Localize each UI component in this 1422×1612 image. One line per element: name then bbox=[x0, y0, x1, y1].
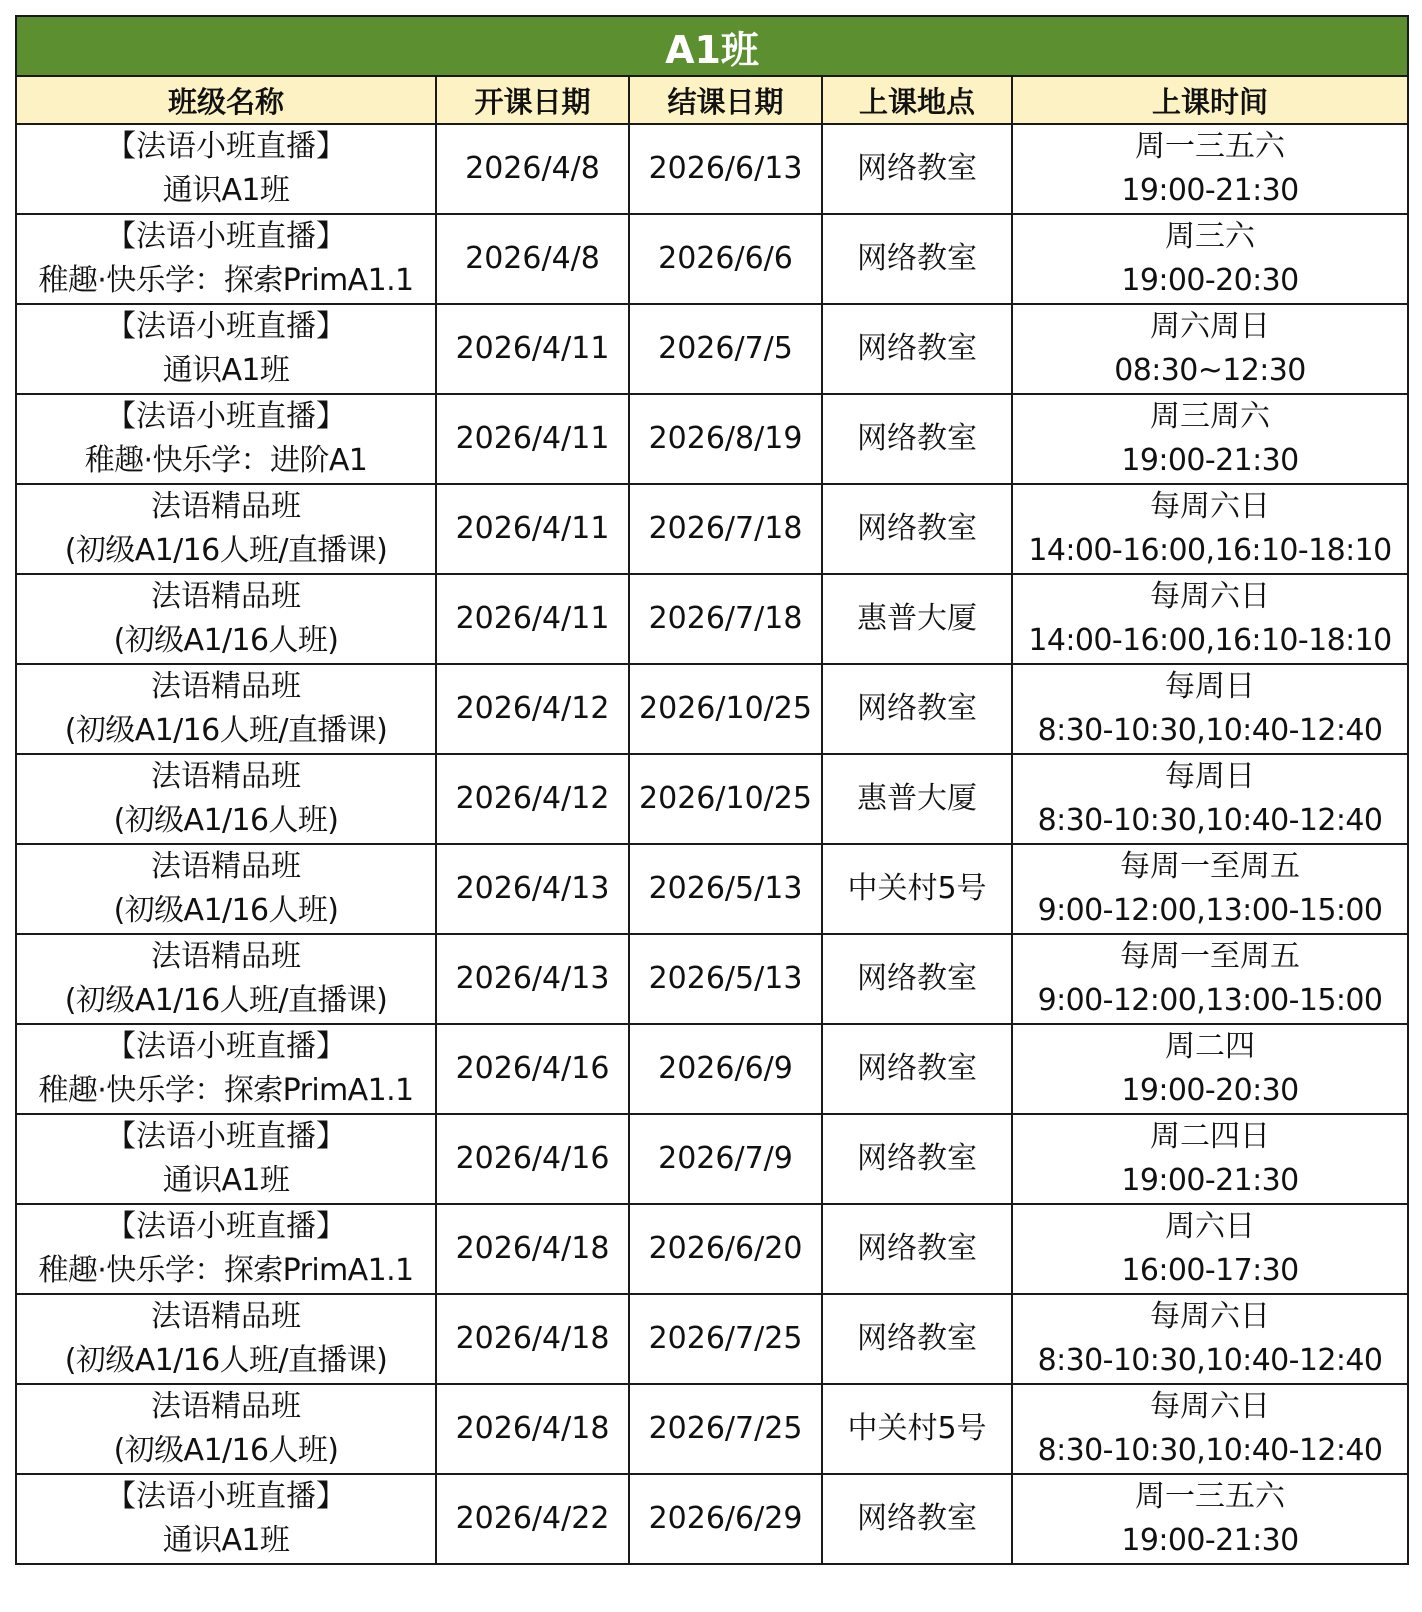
cell-start-date: 2026/4/11 bbox=[436, 304, 629, 394]
header-start-date: 开课日期 bbox=[436, 76, 629, 124]
cell-class-time bbox=[1012, 574, 1408, 664]
class-days: 每周一至周五 bbox=[1120, 939, 1300, 974]
schedule-sheet bbox=[15, 15, 1407, 1565]
cell-start-date: 2026/4/11 bbox=[436, 394, 629, 484]
cell-class-name bbox=[16, 1384, 436, 1474]
table-body bbox=[16, 124, 1408, 1564]
cell-start-date: 2026/4/16 bbox=[436, 1024, 629, 1114]
class-name-line-2: (初级A1/16人班/直播课) bbox=[64, 1343, 388, 1378]
table-row bbox=[16, 664, 1408, 754]
class-days: 每周一至周五 bbox=[1120, 849, 1300, 884]
schedule-table bbox=[15, 15, 1409, 1565]
cell-location: 网络教室 bbox=[822, 664, 1012, 754]
cell-class-time bbox=[1012, 304, 1408, 394]
class-name-line-1: 法语精品班 bbox=[151, 759, 301, 794]
class-name-line-1: 【法语小班直播】 bbox=[106, 1209, 346, 1244]
cell-location: 网络教室 bbox=[822, 934, 1012, 1024]
table-row bbox=[16, 214, 1408, 304]
cell-class-time bbox=[1012, 124, 1408, 214]
table-row bbox=[16, 1114, 1408, 1204]
cell-start-date: 2026/4/18 bbox=[436, 1384, 629, 1474]
cell-end-date: 2026/10/25 bbox=[629, 664, 822, 754]
class-hours: 19:00-21:30 bbox=[1121, 443, 1299, 478]
class-days: 周三六 bbox=[1165, 219, 1255, 254]
class-hours: 08:30~12:30 bbox=[1114, 353, 1306, 388]
cell-class-time bbox=[1012, 1204, 1408, 1294]
class-days: 周三周六 bbox=[1150, 399, 1270, 434]
header-row bbox=[16, 76, 1408, 124]
cell-location: 网络教室 bbox=[822, 484, 1012, 574]
cell-end-date: 2026/10/25 bbox=[629, 754, 822, 844]
cell-start-date: 2026/4/11 bbox=[436, 574, 629, 664]
table-row bbox=[16, 844, 1408, 934]
cell-location: 惠普大厦 bbox=[822, 574, 1012, 664]
cell-class-time bbox=[1012, 844, 1408, 934]
class-days: 周六周日 bbox=[1150, 309, 1270, 344]
cell-end-date: 2026/7/25 bbox=[629, 1384, 822, 1474]
class-days: 周一三五六 bbox=[1135, 129, 1285, 164]
cell-class-time bbox=[1012, 214, 1408, 304]
cell-class-name bbox=[16, 754, 436, 844]
cell-location: 网络教室 bbox=[822, 1474, 1012, 1564]
class-days: 每周六日 bbox=[1150, 489, 1270, 524]
cell-class-time bbox=[1012, 934, 1408, 1024]
cell-start-date: 2026/4/18 bbox=[436, 1294, 629, 1384]
table-title: A1班 bbox=[16, 16, 1408, 76]
cell-end-date: 2026/6/29 bbox=[629, 1474, 822, 1564]
cell-class-time bbox=[1012, 1384, 1408, 1474]
class-name-line-1: 法语精品班 bbox=[151, 579, 301, 614]
class-name-line-2: 稚趣·快乐学：进阶A1 bbox=[84, 443, 368, 478]
class-name-line-1: 【法语小班直播】 bbox=[106, 129, 346, 164]
class-days: 每周日 bbox=[1165, 669, 1255, 704]
class-name-line-2: (初级A1/16人班) bbox=[113, 1433, 339, 1468]
class-name-line-2: 通识A1班 bbox=[162, 173, 290, 208]
cell-class-name bbox=[16, 484, 436, 574]
table-row bbox=[16, 1024, 1408, 1114]
table-row bbox=[16, 484, 1408, 574]
header-location: 上课地点 bbox=[822, 76, 1012, 124]
cell-start-date: 2026/4/8 bbox=[436, 214, 629, 304]
class-hours: 9:00-12:00,13:00-15:00 bbox=[1037, 983, 1383, 1018]
class-name-line-1: 【法语小班直播】 bbox=[106, 219, 346, 254]
header-class-time: 上课时间 bbox=[1012, 76, 1408, 124]
class-name-line-2: (初级A1/16人班/直播课) bbox=[64, 713, 388, 748]
cell-end-date: 2026/7/18 bbox=[629, 484, 822, 574]
cell-start-date: 2026/4/13 bbox=[436, 934, 629, 1024]
cell-location: 网络教室 bbox=[822, 1114, 1012, 1204]
cell-start-date: 2026/4/22 bbox=[436, 1474, 629, 1564]
cell-class-time bbox=[1012, 484, 1408, 574]
class-hours: 16:00-17:30 bbox=[1121, 1253, 1299, 1288]
cell-start-date: 2026/4/16 bbox=[436, 1114, 629, 1204]
cell-class-time bbox=[1012, 754, 1408, 844]
class-hours: 14:00-16:00,16:10-18:10 bbox=[1028, 623, 1392, 658]
class-days: 每周六日 bbox=[1150, 1299, 1270, 1334]
cell-location: 中关村5号 bbox=[822, 844, 1012, 934]
cell-class-name bbox=[16, 1024, 436, 1114]
cell-class-time bbox=[1012, 1114, 1408, 1204]
class-hours: 9:00-12:00,13:00-15:00 bbox=[1037, 893, 1383, 928]
class-hours: 14:00-16:00,16:10-18:10 bbox=[1028, 533, 1392, 568]
cell-start-date: 2026/4/12 bbox=[436, 754, 629, 844]
cell-end-date: 2026/6/13 bbox=[629, 124, 822, 214]
cell-class-time bbox=[1012, 394, 1408, 484]
title-row bbox=[16, 16, 1408, 76]
cell-end-date: 2026/8/19 bbox=[629, 394, 822, 484]
class-days: 每周六日 bbox=[1150, 579, 1270, 614]
cell-class-name bbox=[16, 394, 436, 484]
class-hours: 8:30-10:30,10:40-12:40 bbox=[1037, 1433, 1383, 1468]
table-row bbox=[16, 1474, 1408, 1564]
class-name-line-2: (初级A1/16人班/直播课) bbox=[64, 533, 388, 568]
cell-class-name bbox=[16, 1204, 436, 1294]
class-name-line-1: 法语精品班 bbox=[151, 849, 301, 884]
cell-class-time bbox=[1012, 664, 1408, 754]
table-row bbox=[16, 1204, 1408, 1294]
class-name-line-1: 法语精品班 bbox=[151, 1389, 301, 1424]
cell-location: 惠普大厦 bbox=[822, 754, 1012, 844]
class-name-line-1: 法语精品班 bbox=[151, 489, 301, 524]
class-name-line-1: 【法语小班直播】 bbox=[106, 1119, 346, 1154]
cell-location: 网络教室 bbox=[822, 1204, 1012, 1294]
class-hours: 19:00-20:30 bbox=[1121, 1073, 1299, 1108]
cell-start-date: 2026/4/13 bbox=[436, 844, 629, 934]
class-days: 周二四 bbox=[1165, 1029, 1255, 1064]
cell-start-date: 2026/4/8 bbox=[436, 124, 629, 214]
cell-class-name bbox=[16, 1474, 436, 1564]
class-name-line-2: 稚趣·快乐学：探索PrimA1.1 bbox=[38, 263, 414, 298]
cell-class-name bbox=[16, 214, 436, 304]
class-days: 每周六日 bbox=[1150, 1389, 1270, 1424]
class-days: 周二四日 bbox=[1150, 1119, 1270, 1154]
class-hours: 19:00-20:30 bbox=[1121, 263, 1299, 298]
class-hours: 19:00-21:30 bbox=[1121, 1523, 1299, 1558]
cell-end-date: 2026/6/20 bbox=[629, 1204, 822, 1294]
cell-class-time bbox=[1012, 1474, 1408, 1564]
class-name-line-2: (初级A1/16人班) bbox=[113, 623, 339, 658]
cell-class-name bbox=[16, 304, 436, 394]
cell-end-date: 2026/6/6 bbox=[629, 214, 822, 304]
cell-end-date: 2026/6/9 bbox=[629, 1024, 822, 1114]
cell-class-name bbox=[16, 934, 436, 1024]
cell-end-date: 2026/7/9 bbox=[629, 1114, 822, 1204]
cell-start-date: 2026/4/11 bbox=[436, 484, 629, 574]
cell-class-name bbox=[16, 574, 436, 664]
cell-start-date: 2026/4/12 bbox=[436, 664, 629, 754]
table-row bbox=[16, 934, 1408, 1024]
cell-class-name bbox=[16, 664, 436, 754]
table-row bbox=[16, 1294, 1408, 1384]
class-hours: 19:00-21:30 bbox=[1121, 173, 1299, 208]
cell-end-date: 2026/5/13 bbox=[629, 844, 822, 934]
cell-class-time bbox=[1012, 1294, 1408, 1384]
class-name-line-1: 【法语小班直播】 bbox=[106, 399, 346, 434]
class-hours: 8:30-10:30,10:40-12:40 bbox=[1037, 713, 1383, 748]
table-row bbox=[16, 394, 1408, 484]
table-row bbox=[16, 1384, 1408, 1474]
class-name-line-2: 稚趣·快乐学：探索PrimA1.1 bbox=[38, 1073, 414, 1108]
cell-location: 网络教室 bbox=[822, 1294, 1012, 1384]
class-name-line-1: 【法语小班直播】 bbox=[106, 1029, 346, 1064]
class-days: 周六日 bbox=[1165, 1209, 1255, 1244]
cell-class-name bbox=[16, 1114, 436, 1204]
class-hours: 19:00-21:30 bbox=[1121, 1163, 1299, 1198]
cell-location: 网络教室 bbox=[822, 304, 1012, 394]
cell-location: 网络教室 bbox=[822, 394, 1012, 484]
cell-location: 中关村5号 bbox=[822, 1384, 1012, 1474]
cell-end-date: 2026/7/18 bbox=[629, 574, 822, 664]
cell-location: 网络教室 bbox=[822, 124, 1012, 214]
cell-start-date: 2026/4/18 bbox=[436, 1204, 629, 1294]
class-days: 周一三五六 bbox=[1135, 1479, 1285, 1514]
cell-class-name bbox=[16, 844, 436, 934]
cell-end-date: 2026/7/25 bbox=[629, 1294, 822, 1384]
table-row bbox=[16, 124, 1408, 214]
class-name-line-1: 【法语小班直播】 bbox=[106, 1479, 346, 1514]
table-row bbox=[16, 574, 1408, 664]
header-class-name: 班级名称 bbox=[16, 76, 436, 124]
class-name-line-1: 【法语小班直播】 bbox=[106, 309, 346, 344]
class-name-line-2: 稚趣·快乐学：探索PrimA1.1 bbox=[38, 1253, 414, 1288]
class-hours: 8:30-10:30,10:40-12:40 bbox=[1037, 1343, 1383, 1378]
class-hours: 8:30-10:30,10:40-12:40 bbox=[1037, 803, 1383, 838]
cell-class-name bbox=[16, 124, 436, 214]
table-row bbox=[16, 304, 1408, 394]
class-name-line-1: 法语精品班 bbox=[151, 1299, 301, 1334]
class-name-line-2: 通识A1班 bbox=[162, 1163, 290, 1198]
class-name-line-2: (初级A1/16人班) bbox=[113, 803, 339, 838]
class-name-line-2: (初级A1/16人班) bbox=[113, 893, 339, 928]
cell-class-time bbox=[1012, 1024, 1408, 1114]
class-name-line-1: 法语精品班 bbox=[151, 669, 301, 704]
cell-class-name bbox=[16, 1294, 436, 1384]
cell-location: 网络教室 bbox=[822, 1024, 1012, 1114]
header-end-date: 结课日期 bbox=[629, 76, 822, 124]
cell-location: 网络教室 bbox=[822, 214, 1012, 304]
class-name-line-2: (初级A1/16人班/直播课) bbox=[64, 983, 388, 1018]
cell-end-date: 2026/5/13 bbox=[629, 934, 822, 1024]
class-name-line-2: 通识A1班 bbox=[162, 1523, 290, 1558]
table-row bbox=[16, 754, 1408, 844]
cell-end-date: 2026/7/5 bbox=[629, 304, 822, 394]
class-days: 每周日 bbox=[1165, 759, 1255, 794]
class-name-line-1: 法语精品班 bbox=[151, 939, 301, 974]
class-name-line-2: 通识A1班 bbox=[162, 353, 290, 388]
